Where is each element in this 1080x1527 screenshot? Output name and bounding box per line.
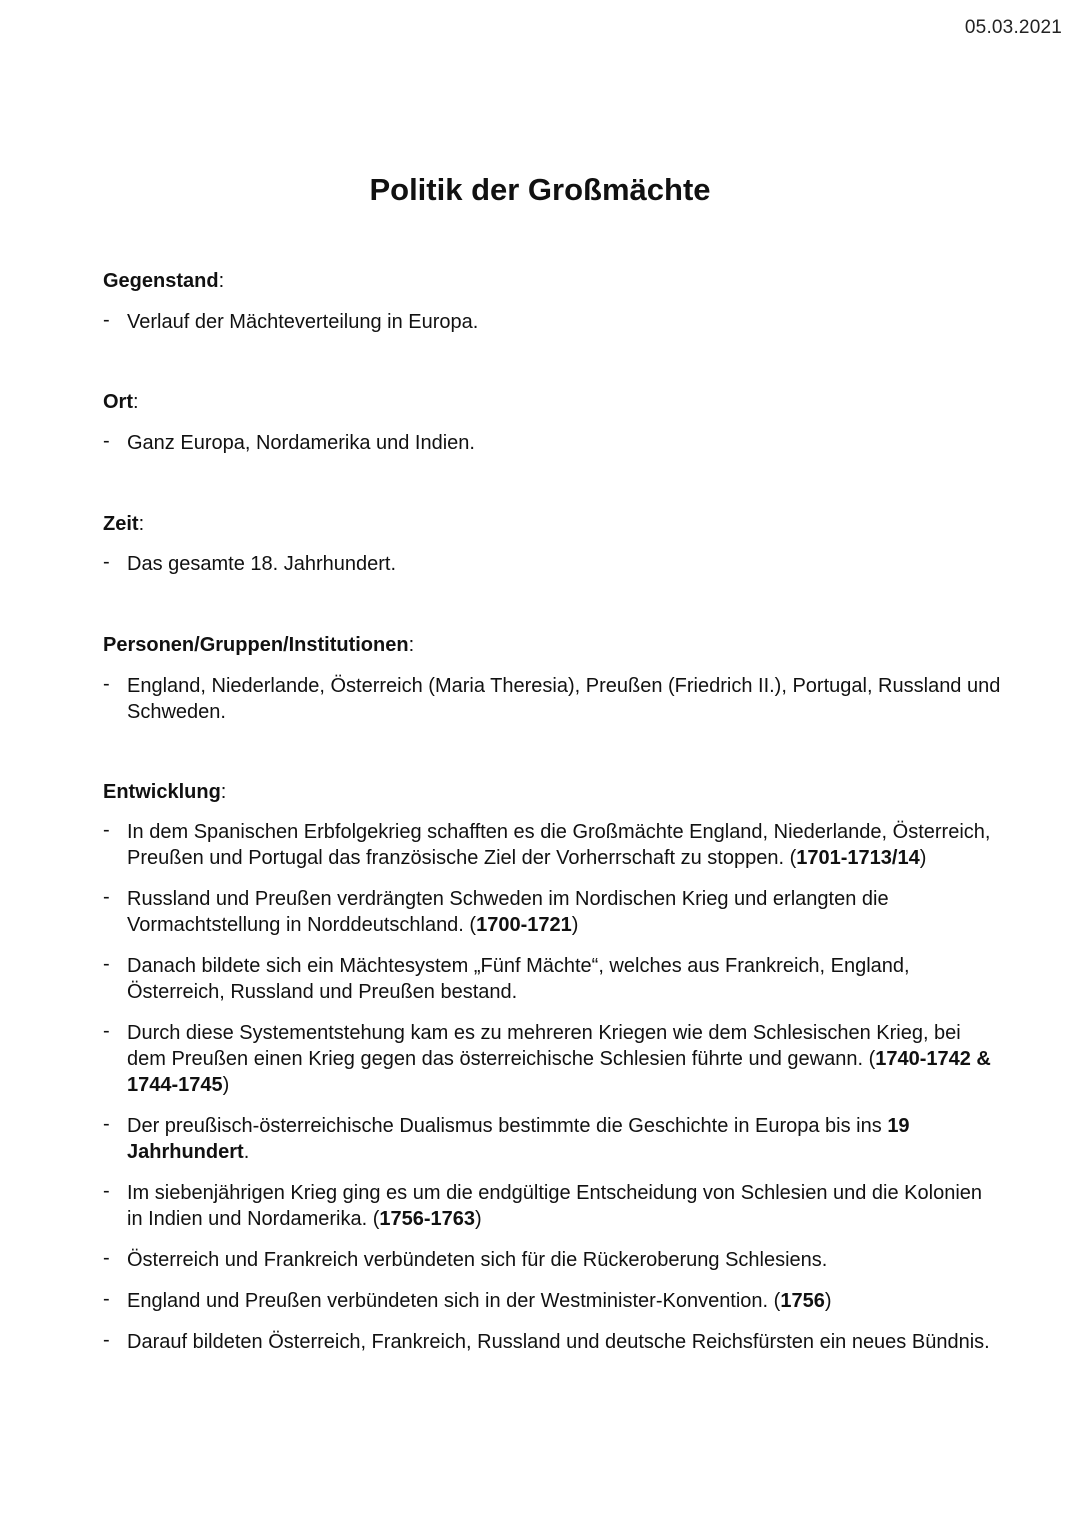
section-heading-zeit: Zeit: [103,513,145,535]
bullet-dash: - [103,819,110,841]
bullet-dash: - [103,673,110,695]
list-item-text: Darauf bildeten Österreich, Frankreich, Russland und deutsche Reichsfürsten ein neues Bündnis. [127,1331,990,1353]
bullet-dash: - [103,1329,110,1351]
list-item-date: 1756 [780,1290,825,1312]
bullet-dash: - [103,953,110,975]
section-heading-label: Ort [103,391,133,413]
list-item-suffix: ) [571,914,579,936]
list-item-text: Das gesamte 18. Jahrhundert. [127,553,397,575]
list-personen [103,673,1003,740]
section-heading-label: Personen/Gruppen/Institutionen [103,634,409,656]
section-heading-label: Zeit [103,513,139,535]
list-item [103,886,1003,938]
list-item-text: Danach bildete sich ein Mächtesystem „Fünf Mächte“, welches aus Frankreich, England, Österreich, Russland und Preußen bestand. [127,955,910,1003]
list-item-text: England und Preußen verbündeten sich in der Westminister-Konvention. ( [127,1290,781,1312]
list-item-text: In dem Spanischen Erbfolgekrieg schafften es die Großmächte England, Niederlande, Österreich, Preußen und Portugal das französische Ziel der Vorherrschaft zu stoppen. ( [127,821,991,869]
list-item-date: 1701-1713/14 [796,847,920,869]
section-heading-personen: Personen/Gruppen/Institutionen: [103,634,415,656]
bullet-dash: - [103,1020,110,1042]
list-item-text: Durch diese Systementstehung kam es zu mehreren Kriegen wie dem Schlesischen Krieg, bei dem Preußen einen Krieg gegen das österreichische Schlesien führte und gewann. ( [127,1022,961,1070]
list-item [103,551,1003,577]
list-item-text: Ganz Europa, Nordamerika und Indien. [127,432,475,454]
list-item-date: 1756-1763 [379,1208,476,1230]
bullet-dash: - [103,551,110,573]
list-item-suffix: ) [222,1074,230,1096]
bullet-dash: - [103,1113,110,1135]
list-gegenstand [103,309,1003,350]
list-item-suffix: . [243,1141,250,1163]
list-item-suffix: ) [919,847,927,869]
list-ort [103,430,1003,471]
list-item [103,1180,1003,1232]
list-item [103,430,1003,456]
bullet-dash: - [103,1180,110,1202]
section-heading-gegenstand: Gegenstand: [103,270,225,292]
page-title: Politik der Großmächte [369,172,711,207]
list-item-text: Österreich und Frankreich verbündeten sich für die Rückeroberung Schlesiens. [127,1249,828,1271]
list-item-text: Der preußisch-österreichische Dualismus bestimmte die Geschichte in Europa bis ins [127,1115,888,1137]
document-date: 05.03.2021 [964,17,1062,38]
list-item-date: 1740-1742 & 1744-1745 [127,1048,991,1096]
section-heading-ort: Ort: [103,391,139,413]
section-heading-entwicklung: Entwicklung: [103,781,227,803]
list-item-date: 19 Jahrhundert [127,1115,910,1163]
list-item [103,1247,1003,1273]
list-item [103,309,1003,335]
section-heading-label: Entwicklung [103,781,221,803]
bullet-dash: - [103,1288,110,1310]
list-item-text: Russland und Preußen verdrängten Schweden im Nordischen Krieg und erlangten die Vormachtstellung in Norddeutschland. ( [127,888,889,936]
list-item [103,1329,1003,1355]
list-item [103,819,1003,871]
list-entwicklung [103,819,1003,1370]
bullet-dash: - [103,309,110,331]
list-item [103,1113,1003,1165]
list-zeit [103,551,1003,592]
list-item-text: Verlauf der Mächteverteilung in Europa. [127,311,479,333]
list-item [103,1288,1003,1314]
bullet-dash: - [103,1247,110,1269]
list-item [103,1020,1003,1098]
list-item [103,673,1003,725]
list-item-text: England, Niederlande, Österreich (Maria Theresia), Preußen (Friedrich II.), Portugal, Russland und Schweden. [127,675,1001,723]
list-item [103,953,1003,1005]
list-item-text: Im siebenjährigen Krieg ging es um die endgültige Entscheidung von Schlesien und die Kolonien in Indien und Nordamerika. ( [127,1182,983,1230]
list-item-date: 1700-1721 [476,914,572,936]
list-item-suffix: ) [824,1290,832,1312]
list-item-suffix: ) [475,1208,482,1230]
bullet-dash: - [103,430,110,452]
section-heading-label: Gegenstand [103,270,219,292]
bullet-dash: - [103,886,110,908]
